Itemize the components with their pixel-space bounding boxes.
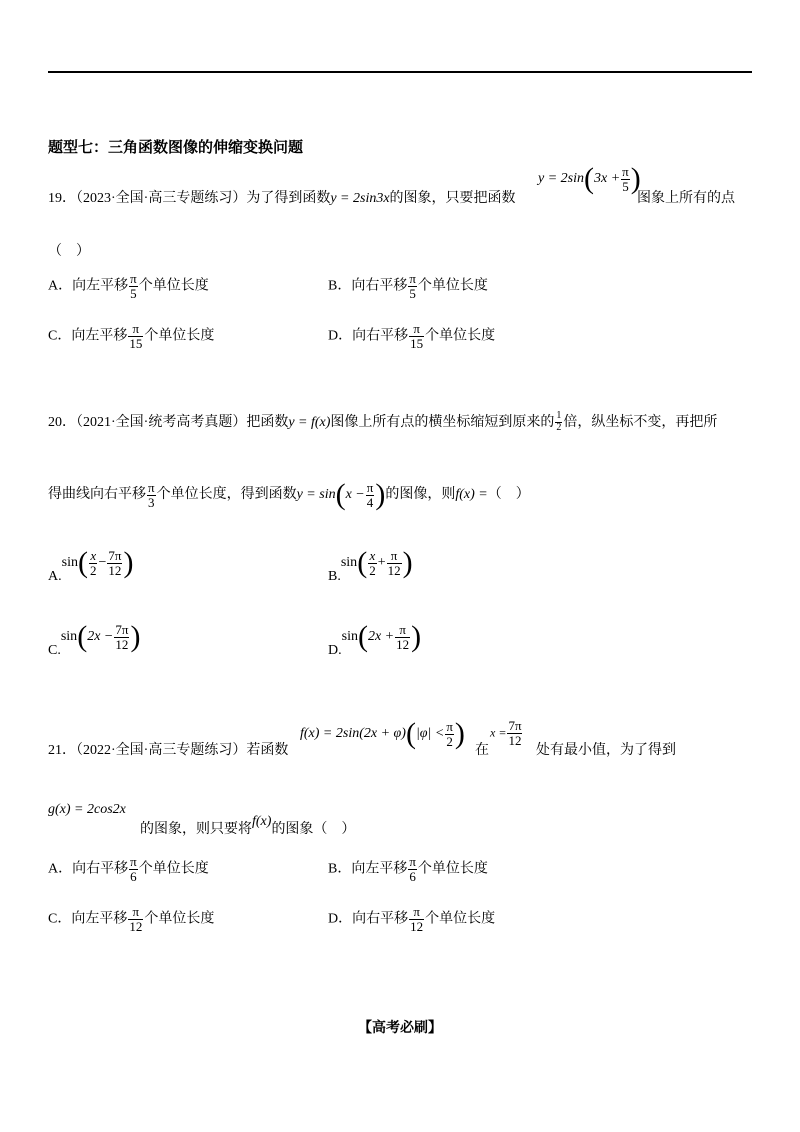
q19-text3: 图象上所有的点	[637, 191, 735, 206]
q20-bracket: （ ）	[487, 487, 530, 503]
q20-text6: 的图像，则	[385, 487, 456, 503]
q19-option-a[interactable]: A．向左平移 $\frac{\pi}{5}$ 个单位长度	[48, 271, 209, 301]
q19-func1: y = 2sin3x	[330, 191, 390, 206]
q21-func1-text: f(x) = 2sin(2x + φ)	[300, 726, 406, 742]
q19-text1: 为了得到函数	[246, 191, 331, 206]
q21-option-d[interactable]: D．向右平移 $\frac{\pi}{12}$ 个单位长度	[328, 904, 496, 934]
q19-source: （2023·全国·高三专题练习）	[76, 191, 247, 206]
q20-number: 20．	[48, 415, 76, 430]
q21-text1: 若函数	[246, 743, 289, 758]
q21-number: 21．	[48, 743, 76, 758]
section-title: 题型七：三角函数图像的伸缩变换问题	[48, 138, 304, 156]
q20-half-frac: $\frac{1}{2}$	[556, 410, 562, 433]
footer-title: 【高考必刷】	[358, 1020, 442, 1036]
q20-text5: 个单位长度，得到函数	[156, 487, 297, 503]
header-rule	[48, 71, 752, 73]
q21-option-a[interactable]: A．向右平移 $\frac{\pi}{6}$ 个单位长度	[48, 854, 209, 884]
q19-option-b[interactable]: B．向右平移 $\frac{\pi}{5}$ 个单位长度	[328, 271, 488, 301]
q21-cond: |φ| <	[415, 726, 445, 742]
q21-stem-line1a	[48, 739, 288, 759]
q19-func2-arg: 3x +	[594, 171, 621, 187]
q20-option-c[interactable]: C.sin(2x − $\frac{7\pi}{12}$ )	[48, 620, 141, 659]
q20-pi3-frac: $\frac{\pi}{3}$	[148, 479, 155, 510]
q20-option-a[interactable]: A.sin( $\frac{x}{2}$ − $\frac{7\pi}{12}$ )	[48, 546, 134, 585]
q20-text4: 得曲线向右平移	[48, 487, 146, 503]
q21-option-c[interactable]: C．向左平移 $\frac{\pi}{12}$ 个单位长度	[48, 904, 215, 934]
q19-option-c[interactable]: C．向左平移 $\frac{\pi}{15}$ 个单位长度	[48, 321, 215, 351]
q20-source: （2021·全国·统考高考真题）	[76, 415, 247, 430]
q20-option-b[interactable]: B.sin( $\frac{x}{2}$ + $\frac{\pi}{12}$ )	[328, 546, 413, 585]
q20-fx: f(x) =	[455, 487, 488, 503]
q21-xeq: x = $\frac{7\pi}{12}$	[490, 718, 522, 748]
q20-stem-line1	[48, 411, 717, 433]
q21-gx	[48, 802, 126, 818]
q21-option-b[interactable]: B．向左平移 $\frac{\pi}{6}$ 个单位长度	[328, 854, 488, 884]
q19-text2: 的图象，只要把函数	[389, 191, 516, 206]
q19-stem-line1	[48, 187, 516, 207]
q21-gx-text: g(x) = 2cos2x	[48, 802, 126, 817]
q21-stem-line2: 的图象，则只要将f(x)的图象（ ）	[140, 814, 356, 837]
q19-func2-frac: $\frac{\pi}{5}$	[622, 163, 629, 194]
q20-stem-line2: 得曲线向右平移 $\frac{\pi}{3}$ 个单位长度，得到函数y = sin(x − $\frac{\pi}{4}$ )的图像，则f(x) =（ ）	[48, 478, 530, 511]
q20-text3: 倍，纵坐标不变，再把所	[563, 415, 718, 430]
q21-text2: 在	[475, 743, 489, 758]
q20-text1: 把函数	[246, 415, 289, 430]
q19-func2-pre: y = 2sin	[538, 171, 584, 187]
q20-option-d[interactable]: D.sin(2x + $\frac{\pi}{12}$ )	[328, 620, 422, 659]
q20-func2-pre: y = sin	[296, 487, 336, 503]
q19-func2: y = 2sin(3x + $\frac{\pi}{5}$ )	[538, 162, 641, 195]
q20-pi4-frac: $\frac{\pi}{4}$	[366, 479, 374, 510]
q20-func1: y = f(x)	[288, 415, 331, 430]
q21-text3: 处有最小值，为了得到	[536, 743, 676, 758]
q19-bracket: （ ）	[48, 244, 90, 259]
q19-option-d[interactable]: D．向右平移 $\frac{\pi}{15}$ 个单位长度	[328, 321, 496, 351]
q19-number: 19．	[48, 191, 76, 206]
q20-text2: 图像上所有点的横坐标缩短到原来的	[330, 415, 555, 430]
q20-func2-arg: x −	[345, 487, 365, 503]
q21-func1: f(x) = 2sin(2x + φ)(|φ| < $\frac{\pi}{2}$ )	[300, 717, 465, 750]
q21-source: （2022·全国·高三专题练习）	[76, 743, 247, 758]
